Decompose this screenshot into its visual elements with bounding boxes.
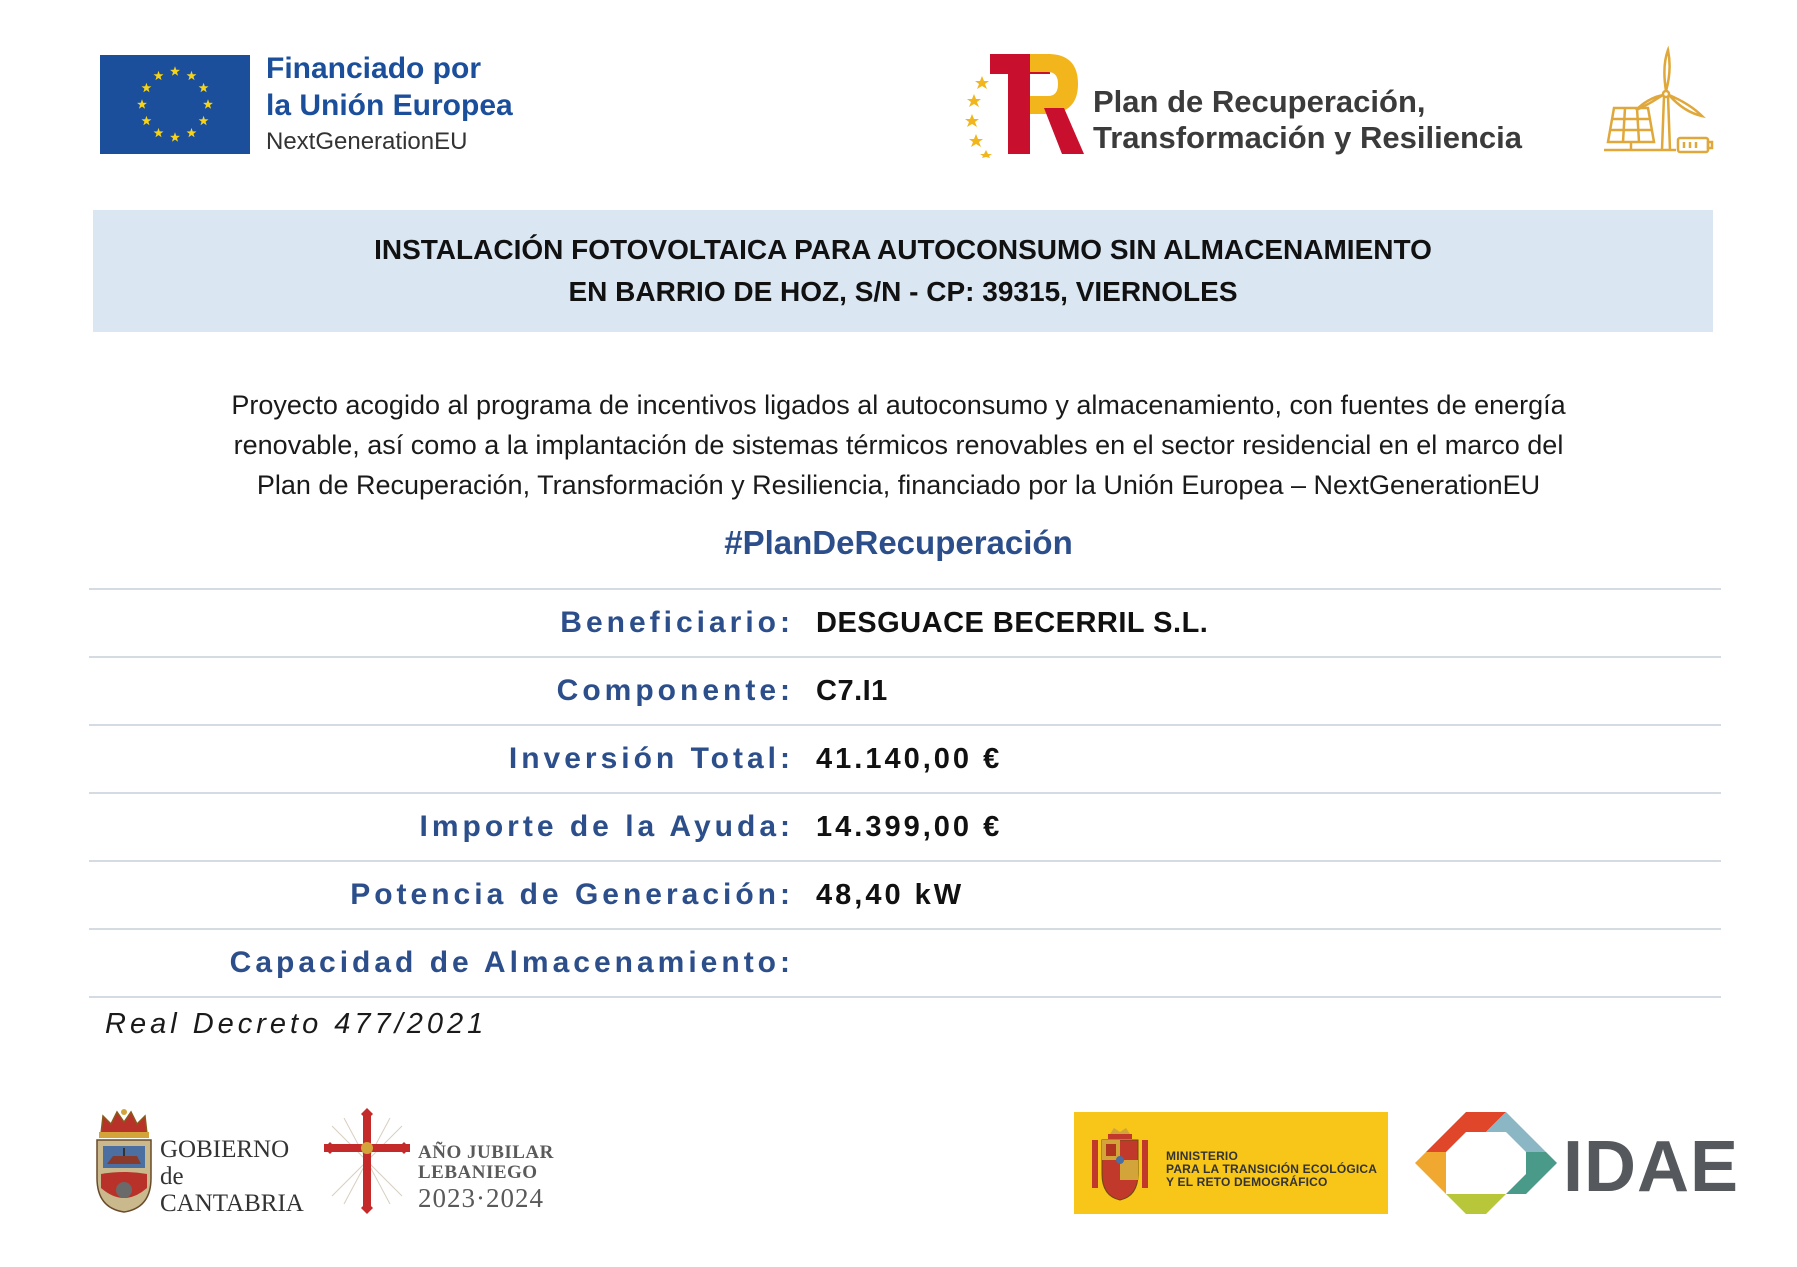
info-label: Capacidad de Almacenamiento: — [229, 946, 794, 979]
info-row-beneficiario — [89, 588, 1721, 656]
plan-line2: Transformación y Resiliencia — [1093, 120, 1523, 155]
description-line1: Proyecto acogido al programa de incentivos ligados al autoconsumo y almacenamiento, con fuentes de energía — [231, 390, 1566, 420]
lebaniego-cross-icon — [324, 1108, 410, 1214]
cantabria-line1: GOBIERNO — [160, 1136, 290, 1163]
info-row-inversion-total — [89, 724, 1721, 792]
cantabria-line3: CANTABRIA — [160, 1190, 304, 1217]
plan-line1: Plan de Recuperación, — [1093, 84, 1426, 119]
info-label: Potencia de Generación: — [350, 878, 794, 911]
info-value: DESGUACE BECERRIL S.L. — [816, 606, 1209, 639]
plan-recuperacion-text — [1093, 84, 1522, 156]
ministerio-text — [1166, 1150, 1377, 1189]
cantabria-coat-of-arms-icon — [93, 1108, 155, 1214]
info-row-componente — [89, 656, 1721, 724]
project-description — [130, 385, 1667, 505]
ano-jubilar-text — [418, 1143, 554, 1213]
ministerio-line1: MINISTERIO — [1166, 1149, 1239, 1163]
ministerio-line3: Y EL RETO DEMOGRÁFICO — [1166, 1175, 1328, 1189]
gobierno-cantabria-text — [160, 1136, 304, 1217]
info-value: 14.399,00 € — [816, 810, 1003, 843]
idae-logo-icon — [1415, 1112, 1557, 1214]
ministerio-line2: PARA LA TRANSICIÓN ECOLÓGICA — [1166, 1162, 1378, 1176]
project-title-line1: INSTALACIÓN FOTOVOLTAICA PARA AUTOCONSUMO SIN ALMACENAMIENTO — [374, 234, 1432, 265]
info-row-capacidad-almacenamiento — [89, 928, 1721, 998]
eu-funding-text — [266, 50, 513, 156]
info-value: 41.140,00 € — [816, 742, 1003, 775]
description-line2: renovable, así como a la implantación de sistemas térmicos renovables en el sector residencial en el marco del — [233, 430, 1564, 460]
project-title-banner — [93, 210, 1713, 332]
eu-funding-line3: NextGenerationEU — [266, 128, 468, 155]
info-label: Componente: — [556, 674, 794, 707]
info-label: Beneficiario: — [560, 606, 794, 639]
eu-funding-line1: Financiado por — [266, 52, 482, 85]
jubilar-line1: AÑO JUBILAR — [418, 1142, 554, 1163]
info-value: 48,40 kW — [816, 878, 965, 911]
info-row-potencia-generacion — [89, 860, 1721, 928]
info-label: Importe de la Ayuda: — [419, 810, 794, 843]
description-line3: Plan de Recuperación, Transformación y Resiliencia, financiado por la Unión Europea – NextGenerationEU — [256, 470, 1541, 500]
jubilar-line3: 2023·2024 — [418, 1183, 544, 1213]
wind-solar-icon — [1602, 46, 1714, 158]
info-row-importe-ayuda — [89, 792, 1721, 860]
project-info-table — [89, 588, 1721, 998]
project-title-line2: EN BARRIO DE HOZ, S/N - CP: 39315, VIERNOLES — [568, 276, 1238, 307]
idae-text: IDAE — [1563, 1127, 1740, 1207]
hashtag: #PlanDeRecuperación — [724, 524, 1073, 561]
prtr-logo — [960, 48, 1085, 158]
spain-coat-of-arms-icon — [1088, 1126, 1152, 1202]
ministerio-transicion-logo — [1074, 1112, 1388, 1214]
jubilar-line2: LEBANIEGO — [418, 1162, 538, 1183]
info-label: Inversión Total: — [508, 742, 794, 775]
eu-flag-logo — [100, 55, 250, 154]
cantabria-line2: de — [160, 1163, 184, 1190]
real-decreto: Real Decreto 477/2021 — [105, 1008, 488, 1040]
eu-funding-line2: la Unión Europea — [266, 89, 513, 122]
info-value: C7.I1 — [816, 674, 888, 707]
